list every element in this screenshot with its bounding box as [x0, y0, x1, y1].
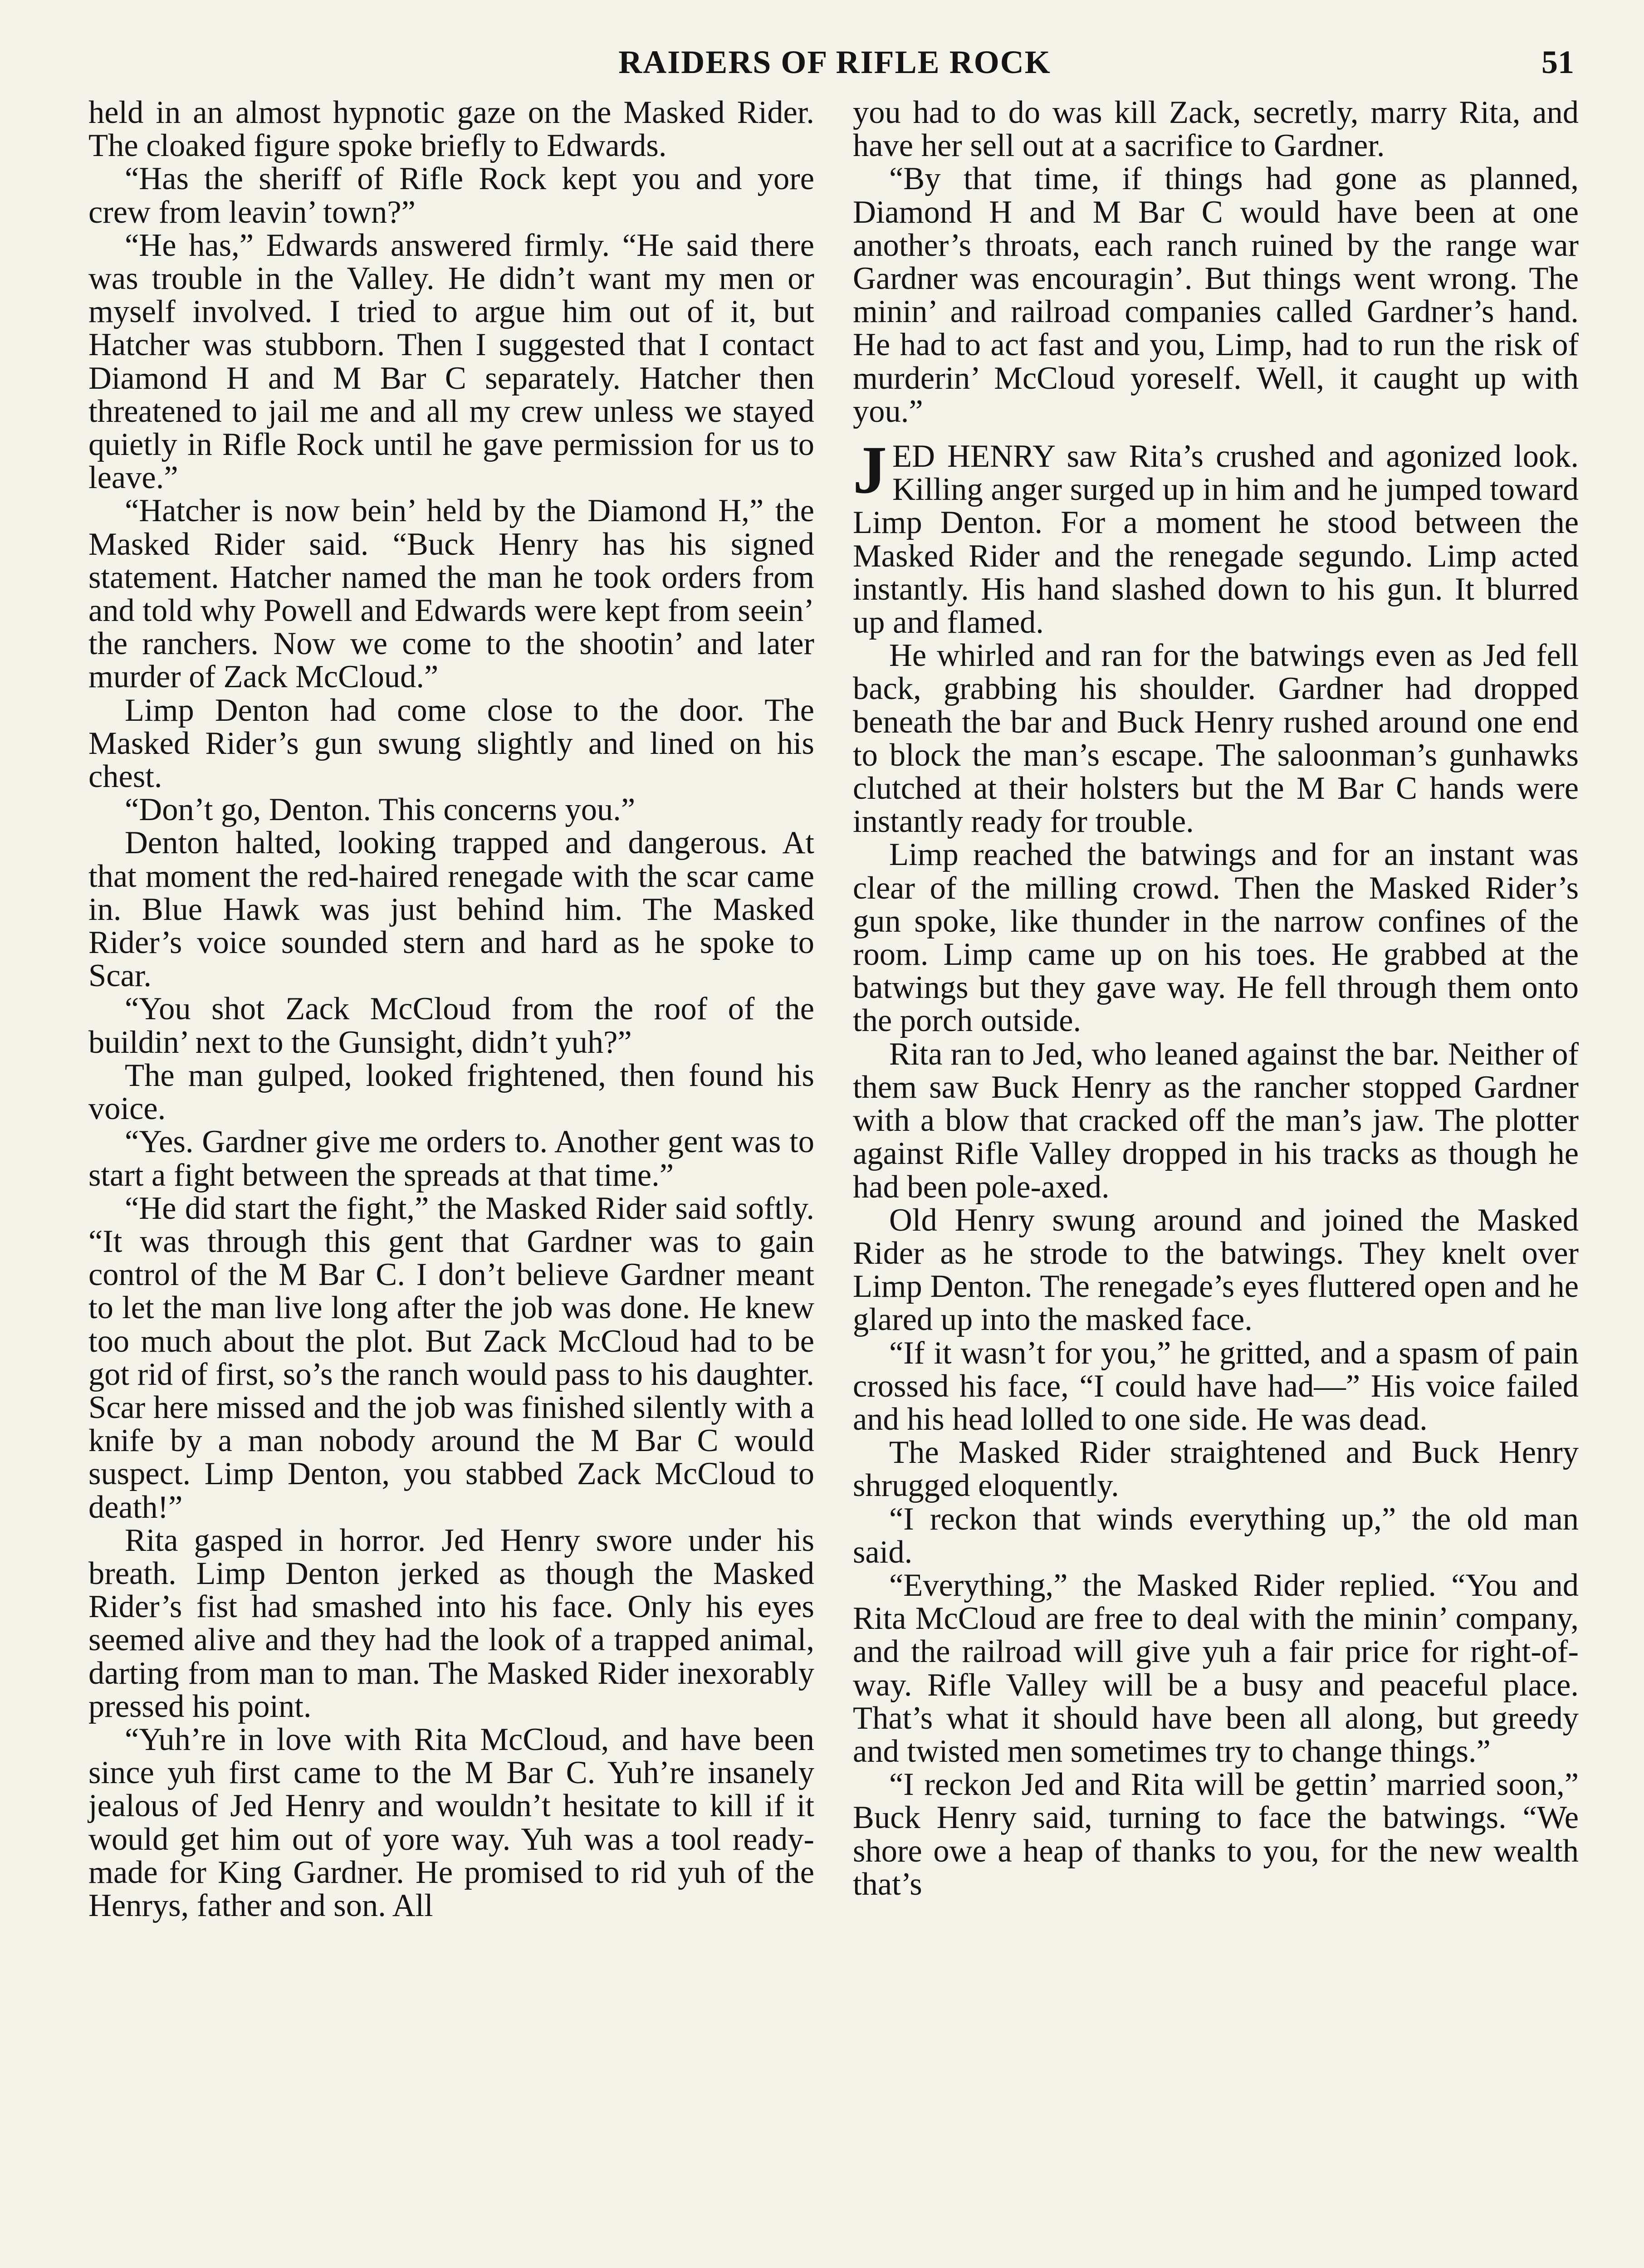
paragraph: “Everything,” the Masked Rider replied. “You and Rita McCloud are free to deal with the minin’ company, and the railroad will give yuh a fair price for right-of-way. Rifle Valley will be a busy and peaceful place. That’s what it should have been all along, but greedy and twisted men sometimes try to change things.” — [853, 1567, 1579, 1769]
paragraph: Limp reached the batwings and for an instant was clear of the milling crowd. Then the Masked Rider’s gun spoke, like thunder in the narrow confines of the room. Limp came up on his toes. He grabbed at the batwings but they gave way. He fell through them onto the porch outside. — [853, 837, 1579, 1039]
paragraph: Denton halted, looking trapped and dangerous. At that moment the red-haired renegade with the scar came in. Blue Hawk was just behind him. The Masked Rider’s voice sounded stern and hard as he spoke to Scar. — [88, 825, 814, 994]
paragraph: “Hatcher is now bein’ held by the Diamond H,” the Masked Rider said. “Buck Henry has his signed statement. Hatcher named the man he took orders from and told why Powell and Edwards were kept from seein’ the ranchers. Now we come to the shootin’ and later murder of Zack McCloud.” — [88, 493, 814, 695]
paragraph: “I reckon Jed and Rita will be gettin’ married soon,” Buck Henry said, turning to face the batwings. “We shore owe a heap of thanks to you, for the new wealth that’s — [853, 1767, 1579, 1902]
paragraph: He whirled and ran for the batwings even as Jed fell back, grabbing his shoulder. Gardner had dropped beneath the bar and Buck Henry rushed around one end to block the man’s escape. The saloonman’s gunhawks clutched at their holsters but the M Bar C hands were instantly ready for trouble. — [853, 638, 1579, 840]
page-header — [86, 44, 1583, 93]
paragraph: “You shot Zack McCloud from the roof of the buildin’ next to the Gunsight, didn’t yuh?” — [88, 991, 814, 1060]
paragraph: “He has,” Edwards answered firmly. “He said there was trouble in the Valley. He didn’t want my men or myself involved. I tried to argue him out of it, but Hatcher was stubborn. Then I suggested that I contact Diamond H and M Bar C separately. Hatcher then threatened to jail me and all my crew unless we stayed quietly in Rifle Rock until he gave permission for us to leave.” — [88, 227, 814, 496]
paragraph: “If it wasn’t for you,” he gritted, and a spasm of pain crossed his face, “I could have had—” His voice failed and his head lolled to one side. He was dead. — [853, 1335, 1579, 1437]
paragraph: “Yes. Gardner give me orders to. Another gent was to start a fight between the spreads at that time.” — [88, 1124, 814, 1193]
page-number: 51 — [1541, 44, 1574, 80]
paragraph: you had to do was kill Zack, secretly, marry Rita, and have her sell out at a sacrifice to Gardner. — [853, 95, 1579, 164]
drop-cap-lead: ED HENRY — [892, 439, 1055, 474]
paragraph: held in an almost hypnotic gaze on the Masked Rider. The cloaked figure spoke briefly to Edwards. — [88, 95, 814, 164]
section-break-paragraph — [853, 432, 1579, 640]
paragraph: Rita ran to Jed, who leaned against the bar. Neither of them saw Buck Henry as the rancher stopped Gardner with a blow that cracked off the man’s jaw. The plotter against Rifle Valley dropped in his tracks as though he had been pole-axed. — [853, 1036, 1579, 1205]
paragraph: Rita gasped in horror. Jed Henry swore under his breath. Limp Denton jerked as though the Masked Rider’s fist had smashed into his face. Only his eyes seemed alive and they had the look of a trapped animal, darting from man to man. The Masked Rider inexorably pressed his point. — [88, 1522, 814, 1724]
running-title: RAIDERS OF RIFLE ROCK — [618, 44, 1051, 80]
paragraph: The Masked Rider straightened and Buck Henry shrugged eloquently. — [853, 1435, 1579, 1504]
paragraph: Limp Denton had come close to the door. The Masked Rider’s gun swung slightly and lined on his chest. — [88, 692, 814, 795]
paragraph: “Don’t go, Denton. This concerns you.” — [125, 792, 636, 828]
paragraph: “Yuh’re in love with Rita McCloud, and have been since yuh first came to the M Bar C. Yuh’re insanely jealous of Jed Henry and wouldn’t hesitate to kill if it would get him out of yore way. Yuh was a tool ready-made for King Gardner. He promised to rid yuh of the Henrys, father and son. All — [88, 1721, 814, 1923]
drop-cap: J — [853, 432, 887, 508]
paragraph: “He did start the fight,” the Masked Rider said softly. “It was through this gent that Gardner was to gain control of the M Bar C. I don’t believe Gardner meant to let the man live long after the job was done. He knew too much about the plot. But Zack McCloud had to be got rid of first, so’s the ranch would pass to his daughter. Scar here missed and the job was finished silently with a knife by a man nobody around the M Bar C would suspect. Limp Denton, you stabbed Zack McCloud to death!” — [88, 1190, 814, 1525]
paragraph: “I reckon that winds everything up,” the old man said. — [853, 1501, 1579, 1570]
paragraph: The man gulped, looked frightened, then found his voice. — [88, 1057, 814, 1127]
paragraph: “By that time, if things had gone as planned, Diamond H and M Bar C would have been at one another’s throats, each ranch ruined by the range war Gardner was encouragin’. But things went wrong. The minin’ and railroad companies called Gardner’s hand. He had to act fast and you, Limp, had to run the risk of murderin’ McCloud yoreself. Well, it caught up with you.” — [853, 161, 1579, 429]
left-column — [88, 96, 814, 1922]
paragraph: “Has the sheriff of Rifle Rock kept you and yore crew from leavin’ town?” — [88, 161, 814, 230]
paragraph: Old Henry swung around and joined the Masked Rider as he strode to the batwings. They knelt over Limp Denton. The renegade’s eyes fluttered open and he glared up into the masked face. — [853, 1202, 1579, 1338]
right-column — [853, 96, 1579, 1901]
drop-cap-rest: saw Rita’s crushed and agonized look. Killing anger surged up in him and he jumped toward Limp Denton. For a moment he stood between the Masked Rider and the renegade segundo. Limp acted instantly. His hand slashed down to his gun. It blurred up and flamed. — [853, 439, 1579, 640]
